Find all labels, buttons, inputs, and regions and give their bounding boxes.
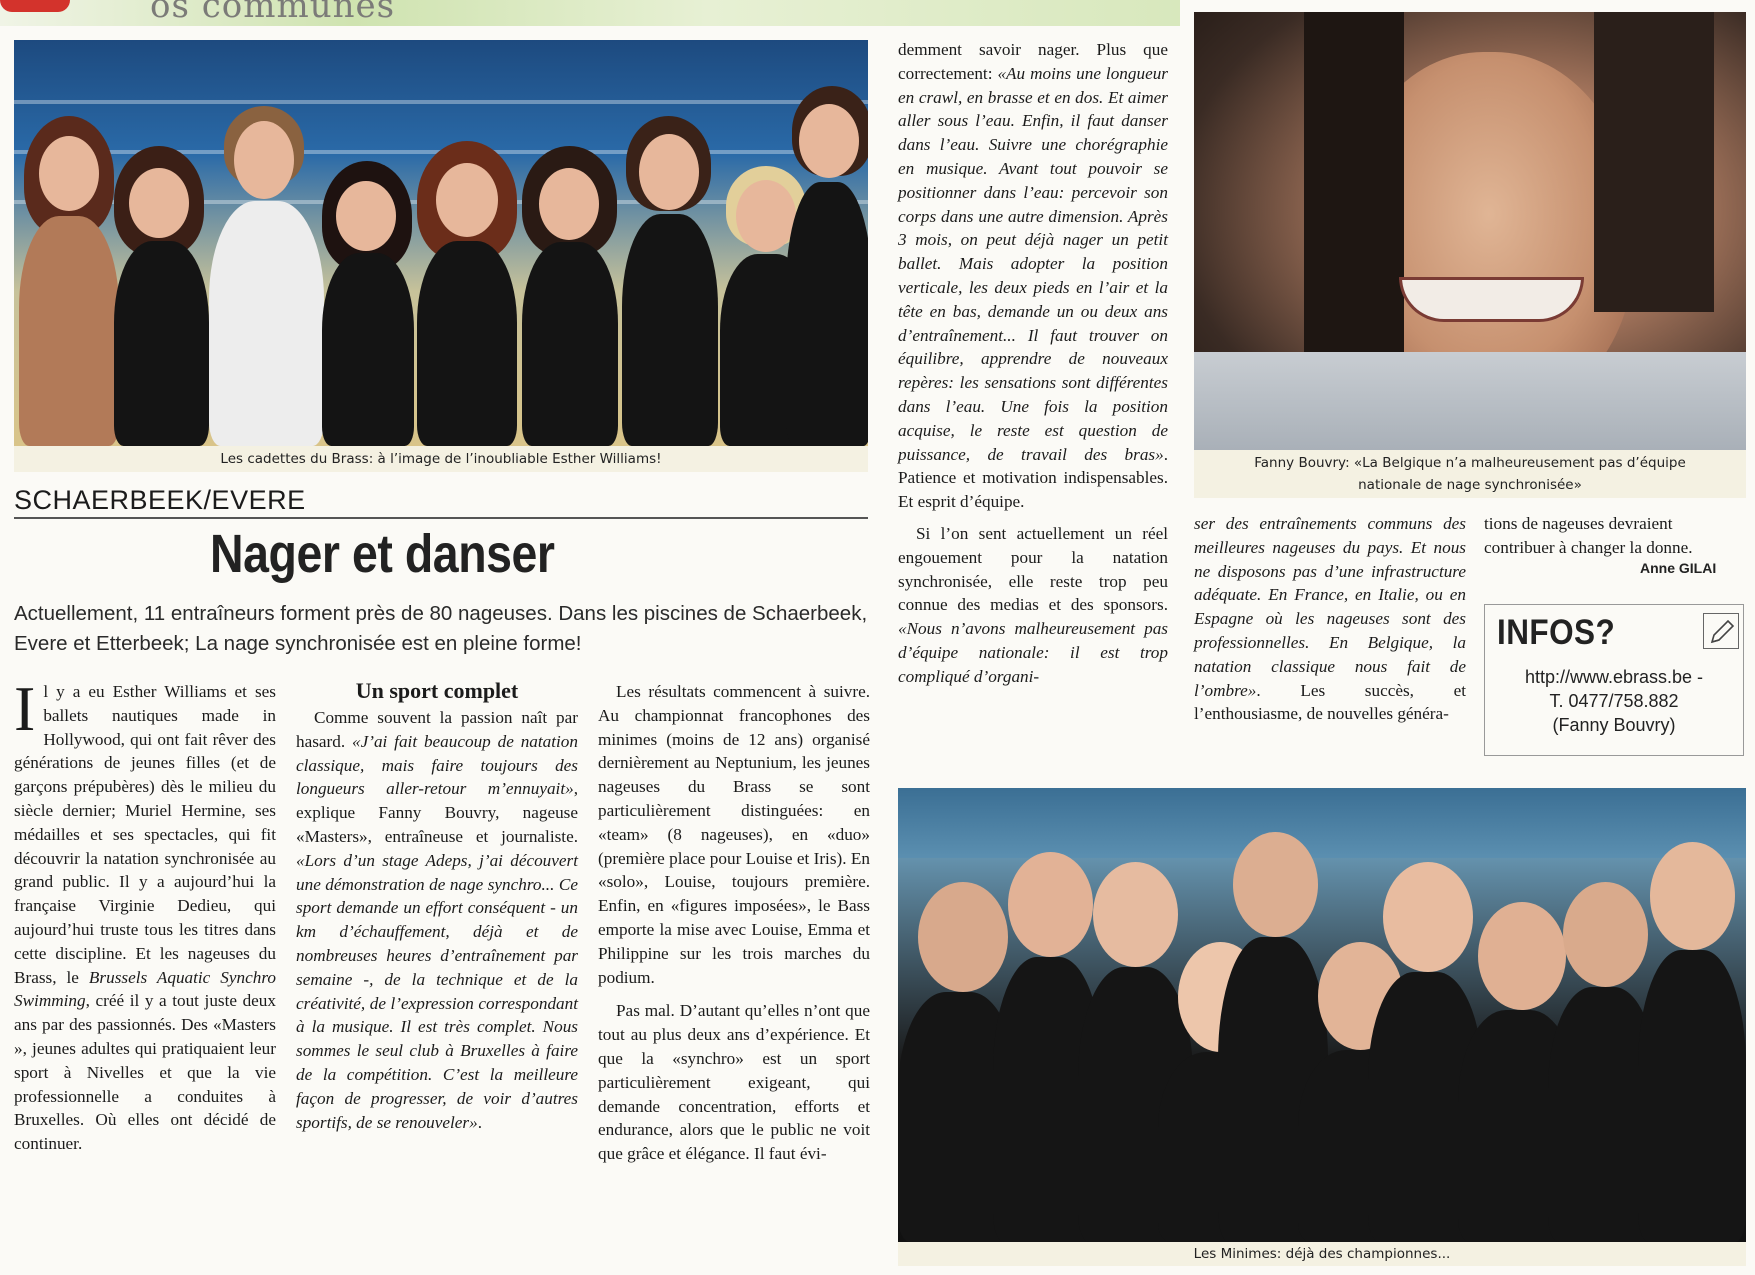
photo-minimes-caption: Les Minimes: déjà des championnes... xyxy=(898,1242,1746,1266)
infos-box xyxy=(1484,604,1744,756)
photo-cadettes xyxy=(14,40,868,446)
swimmer-figure xyxy=(204,106,324,446)
headline: Nager et danser xyxy=(210,524,555,584)
article-column-2: Un sport complet Comme souvent la passion naît par hasard. «J’ai fait beaucoup de natation classique, mais faire toujours des longueurs aller-retour m’ennuyait», explique Fanny Bouvry, nageuse «Masters», entraîneuse et journaliste. «Lors d’un stage Adeps, j’ai découvert une démonstration de nage synchro... Ce sport demande un effort conséquent - un km d’échauffement, déjà et de nombreuses heures d’entraînement par semaine -, de la technique et de la créativité, de l’expression correspondant à la musique. Il est très complet. Nous sommes le seul club à Bruxelles à faire de la compétition. C’est la meilleure façon de progresser, de voir d’autres sportifs, de se renouveler». xyxy=(296,678,578,1132)
article-column-3: Les résultats commencent à suivre. Au championnat francophones des minimes (moins de 12 ans) organisé dernièrement au Neptunium, les jeunes nageuses du Brass se sont particulièrement distinguées: en «team» (8 nageuses), en «duo» (première place pour Louise et Iris). En «solo», Louise, toujours première. Enfin, en «figures imposées», le Bass emporte la mise avec Louise, Emma et Philippine sur les trois marches du podium. Pas mal. D’autant qu’elles n’ont que tout au plus deux ans d’expérience. Et que la «synchro» est un sport particulièrement exigeant, qui demande concentration, efforts et endurance, alors que le public ne voit que grâce et élégance. Il faut évi- xyxy=(598,682,870,1164)
article-column-4: demment savoir nager. Plus que correctement: «Au moins une longueur en crawl, en brasse et en dos. Et aimer aller sous l’eau. Enfin, il faut danser dans l’eau. Suivre une chorégraphie en musique. Avant tout pouvoir se positionner dans l’eau: percevoir son corps dans une autre dimension. Après 3 mois, on peut déjà nager un petit ballet. Mais adopter la position verticale, les deux pieds en l’air et la tête en bas, demande un ou deux ans d’entraînement... Il faut trouver on équilibre, apprendre de nouveaux repères: les sensations sont différentes dans l’eau. Une fois la position acquise, le reste est question de puissance, de travail des bras». Patience et motivation indispensables. Et esprit d’équipe. Si l’on sent actuellement un réel engouement pour la natation synchronisée, elle reste trop peu connue des medias et des sponsors. «Nous n’avons malheureusement pas d’équipe nationale: il est trop compliqué d’organi- xyxy=(898,40,1168,686)
photo-portrait-caption: Fanny Bouvry: «La Belgique n’a malheureusement pas d’équipe nationale de nage synchronisée» xyxy=(1194,450,1746,498)
photo-minimes xyxy=(898,788,1746,1242)
section-label: SCHAERBEEK/EVERE xyxy=(14,485,306,515)
infos-contact: (Fanny Bouvry) xyxy=(1552,715,1676,735)
section-rule xyxy=(14,517,868,519)
pool-lane xyxy=(14,100,868,104)
infos-phone: T. 0477/758.882 xyxy=(1549,691,1679,711)
drop-cap: I xyxy=(14,673,36,744)
banner-text: os communes xyxy=(150,0,396,26)
article-column-6: tions de nageuses devraient contribuer à changer la donne. xyxy=(1484,514,1693,557)
logo-icon xyxy=(0,0,70,12)
smile-shape xyxy=(1399,277,1584,322)
photo-portrait xyxy=(1194,12,1746,450)
swimmer-figure xyxy=(784,86,868,446)
swimmer-figure xyxy=(104,146,214,446)
infos-title: INFOS? xyxy=(1497,613,1616,652)
shirt-shape xyxy=(1194,352,1746,450)
article-column-1: I l y a eu Esther Williams et ses ballets nautiques made in Hollywood, qui ont fait rêver des générations de jeunes filles (et de garçons prépubères) dès le milieu du siècle dernier; Muriel Hermine, ses médailles et ses spectacles, qui fit découvrir la natation synchronisée au grand public. Il y a aujourd’hui la française Virginie Dedieu, qui aujourd’hui truste tous les titres dans cette discipline. Et les nageuses du Brass, le Brussels Aquatic Synchro Swimming, créé il y a tout juste deux ans par des passionnés. Des «Masters », jeunes adultes qui pratiquaient leur sport à Nivelles et que la vie professionnelle a conduites à Bruxelles. Où elles ont décidé de continuer. xyxy=(14,673,276,1154)
swimmer-figure xyxy=(1638,842,1746,1242)
subhead: Un sport complet xyxy=(355,678,519,703)
article-column-5: ser des entraînements communs des meilleures nageuses du pays. Et nous ne disposons pas d’une infrastructure adéquate. En France, en Italie, ou en Espagne où les nageuses sont des professionnelles. En Belgique, la natation classique nous fait de l’ombre». Les succès, et l’enthousiasme, de nouvelles généra- xyxy=(1194,514,1466,724)
lead-paragraph: Actuellement, 11 entraîneurs forment près de 80 nageuses. Dans les piscines de Schaerbeek, Evere et Etterbeek; La nage synchronisée est en pleine forme! xyxy=(14,602,868,655)
hair-shape xyxy=(1594,12,1714,312)
swimmer-figure xyxy=(314,161,419,446)
byline: Anne GILAI xyxy=(1640,560,1717,576)
swimmer-figure xyxy=(409,141,524,446)
swimmer-figure xyxy=(514,146,624,446)
pencil-icon xyxy=(1703,613,1739,649)
infos-url[interactable]: http://www.ebrass.be - xyxy=(1524,667,1704,687)
swimmer-figure xyxy=(614,116,724,446)
top-banner xyxy=(0,0,1180,26)
photo-cadettes-caption: Les cadettes du Brass: à l’image de l’inoubliable Esther Williams! xyxy=(14,446,868,472)
